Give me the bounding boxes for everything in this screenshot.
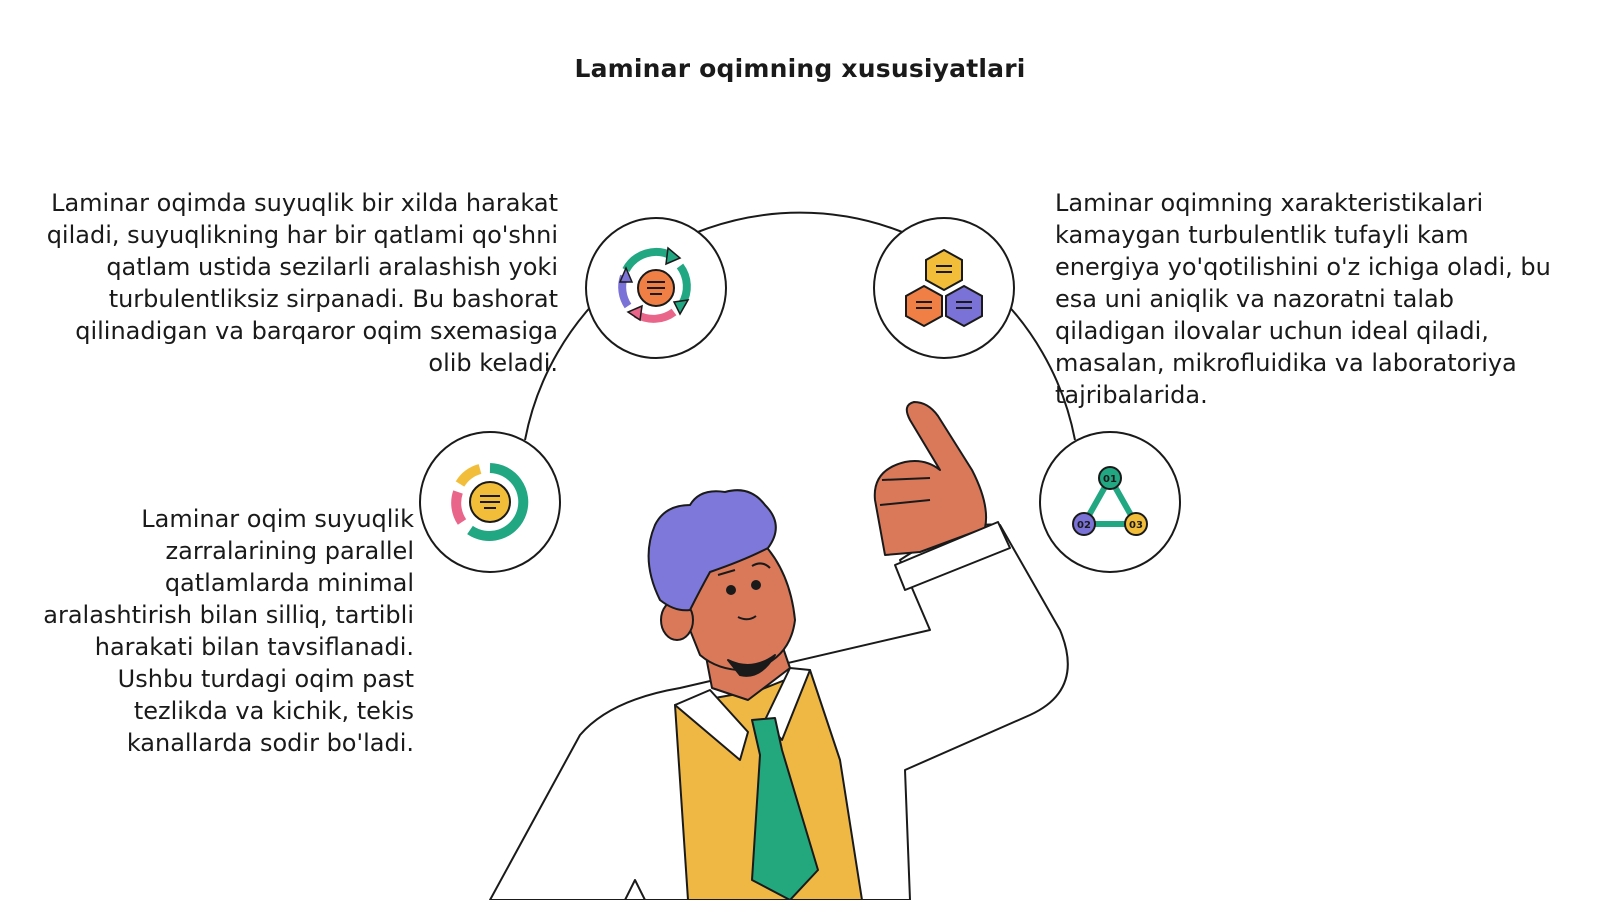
page-title: Laminar oqimning xususiyatlari [574,54,1026,83]
pointing-man-illustration [490,402,1068,900]
eye-left [727,586,735,594]
network-label-3: 03 [1129,520,1143,531]
description-top-right: Laminar oqimning xarakteristikalari kamaygan turbulentlik tufayli kam energiya yo'qotilishini o'z ichiga oladi, bu esa uni aniqlik va nazoratni talab qiladigan ilovalar uchun ideal qiladi, masalan, mikrofluidika va laboratoriya tajribalarida. [1055,189,1551,409]
network-label-2: 02 [1077,520,1091,531]
description-top-left: Laminar oqimda suyuqlik bir xilda harakat qiladi, suyuqlikning har bir qatlami qo'shni qatlam ustida sezilarli aralashish yoki turbulentliksiz sirpanadi. Bu bashorat qilinadigan va barqaror oqim sxemasiga olib keladi. [46,189,558,377]
node-circle-3 [874,218,1014,358]
network-label-1: 01 [1103,474,1117,485]
eye-right [752,581,760,589]
hand [875,402,986,555]
description-bottom-left: Laminar oqim suyuqlik zarralarining parallel qatlamlarda minimal aralashtirish bilan silliq, tartibli harakati bilan tavsiflanadi. Ushbu turdagi oqim past tezlikda va kichik, tekis kanallarda sodir bo'ladi. [43,505,414,757]
node-circle-4 [1040,432,1180,572]
node-circle-2 [420,432,560,572]
node-circle-1 [586,218,726,358]
